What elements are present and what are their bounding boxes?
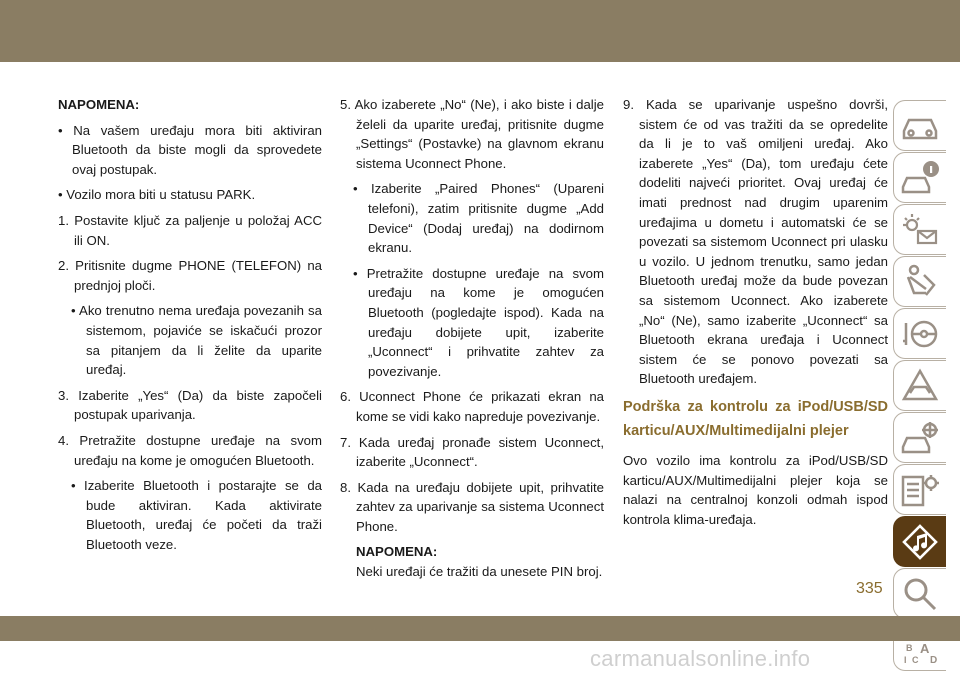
settings-list-icon	[900, 471, 940, 509]
sub-bullet: • Izaberite Bluetooth i postarajte se da bude aktiviran. Kada aktivirate Bluetooth, uređaj će početi da traži Bluetooth veze.	[71, 478, 322, 552]
step-item: 8. Kada na uređaju dobijete upit, prihvatite zahtev za uparivanje sa sistema Uconnect Phone.	[340, 479, 604, 534]
tab-starting-driving[interactable]	[893, 308, 946, 359]
column-1	[58, 95, 322, 560]
sub-bullet: • Izaberite „Paired Phones“ (Upareni telefoni), zatim pritisnite dugme „Add Device“ (Dodaj uređaj) na dodirnom ekranu.	[353, 181, 604, 256]
tab-car[interactable]	[893, 100, 946, 151]
note-text: Neki uređaji će tražiti da unesete PIN broj.	[356, 564, 603, 580]
sub-bullet: • Pretražite dostupne uređaje na svom uređaju na kome je omogućen Bluetooth (pogledajte ispod). Kada na uređaju dobijete upit, izaberite „Uconnect“ i prihvatite zahtev za povezivanje.	[353, 265, 604, 379]
section-heading: Podrška za kontrolu za iPod/USB/SD karticu/AUX/Multimedijalni plejer	[623, 398, 888, 439]
search-icon	[900, 575, 940, 613]
roadside-warning-icon	[900, 367, 940, 405]
tab-car-info[interactable]	[893, 152, 946, 203]
warning-lights-message-icon	[900, 211, 940, 249]
step-item: 4. Pretražite dostupne uređaje na svom uređaju na kome je omogućen Bluetooth.	[58, 432, 322, 468]
bottom-band	[0, 616, 960, 641]
note-title: NAPOMENA:	[356, 544, 438, 560]
tab-emergency[interactable]	[893, 360, 946, 411]
steering-key-icon	[900, 315, 940, 353]
note-title: NAPOMENA:	[58, 97, 140, 112]
tab-multimedia[interactable]	[893, 516, 946, 567]
car-info-icon	[900, 159, 940, 197]
svg-text:B: B	[906, 643, 913, 653]
note-bullet: • Na vašem uređaju mora biti aktiviran Bluetooth da biste mogli da sprovedete ovaj postupak.	[58, 122, 322, 177]
service-car-icon	[900, 419, 940, 457]
tab-search[interactable]	[893, 568, 946, 619]
note-bullet: • Vozilo mora biti u statusu PARK.	[58, 187, 256, 203]
step-item: 5. Ako izaberete „No“ (Ne), i ako biste i dalje želeli da uparite uređaj, pritisnite dugme „Settings“ (Postavke) na glavnom ekranu sistema Uconnect Phone.	[340, 97, 604, 171]
page-number: 335	[856, 580, 883, 597]
top-band	[0, 0, 960, 62]
svg-text:A: A	[920, 641, 930, 656]
tab-warning-lights[interactable]	[893, 204, 946, 255]
tab-service[interactable]	[893, 412, 946, 463]
step-item: 2. Pritisnite dugme PHONE (TELEFON) na prednjoj ploči.	[58, 258, 322, 293]
step-item: 1. Postavite ključ za paljenje u položaj ACC ili ON.	[58, 212, 322, 248]
svg-text:C: C	[912, 655, 919, 665]
tab-safety[interactable]	[893, 256, 946, 307]
column-2	[340, 95, 604, 588]
watermark: carmanualsonline.info	[590, 646, 811, 671]
step-item: 3. Izaberite „Yes“ (Da) da biste započeli postupak uparivanja.	[58, 387, 322, 423]
step-item: 9. Kada se uparivanje uspešno dovrši, sistem će od vas tražiti da se opredelite da li je to vaš omiljeni uređaj. Ako izaberete „Yes“ (Da), tom uređaju ćete dodeliti najveći prioritet. Ovaj uređaj će imati prednost nad drugim uparenim uređajima u dometu i automatski će se povezati sa sistemom Uconnect pri ulasku u vozilo. U jednom trenutku, samo jedan Bluetooth uređaj može da bude povezan sa sistemom Uconnect. Ako izaberete „No“ (Ne), samo izaberite „Uconnect“ sa Bluetooth ekrana uređaja i Uconnect sistem će se ponovo povezati sa Bluetooth uređajem.	[623, 97, 888, 387]
step-item: 7. Kada uređaj pronađe sistem Uconnect, izaberite „Uconnect“.	[340, 434, 604, 470]
seatbelt-airbag-icon	[900, 263, 940, 301]
sub-bullet: • Ako trenutno nema uređaja povezanih sa sistemom, pojaviće se iskačući prozor sa pitanjem da li želite da uparite uređaj.	[71, 303, 322, 378]
step-item: 6. Uconnect Phone će prikazati ekran na kome se vidi kako napreduje povezivanje.	[340, 389, 604, 424]
chapter-tabs	[893, 100, 946, 672]
svg-text:D: D	[930, 655, 938, 665]
multimedia-music-icon	[900, 523, 940, 561]
column-3	[623, 95, 888, 535]
svg-text:I: I	[904, 655, 907, 665]
car-icon	[900, 107, 940, 145]
tab-specifications[interactable]	[893, 464, 946, 515]
section-paragraph: Ovo vozilo ima kontrolu za iPod/USB/SD karticu/AUX/Multimedijalni plejer koja se nalazi na centralnoj konzoli odmah ispod kontrola klima-uređaja.	[623, 452, 888, 527]
